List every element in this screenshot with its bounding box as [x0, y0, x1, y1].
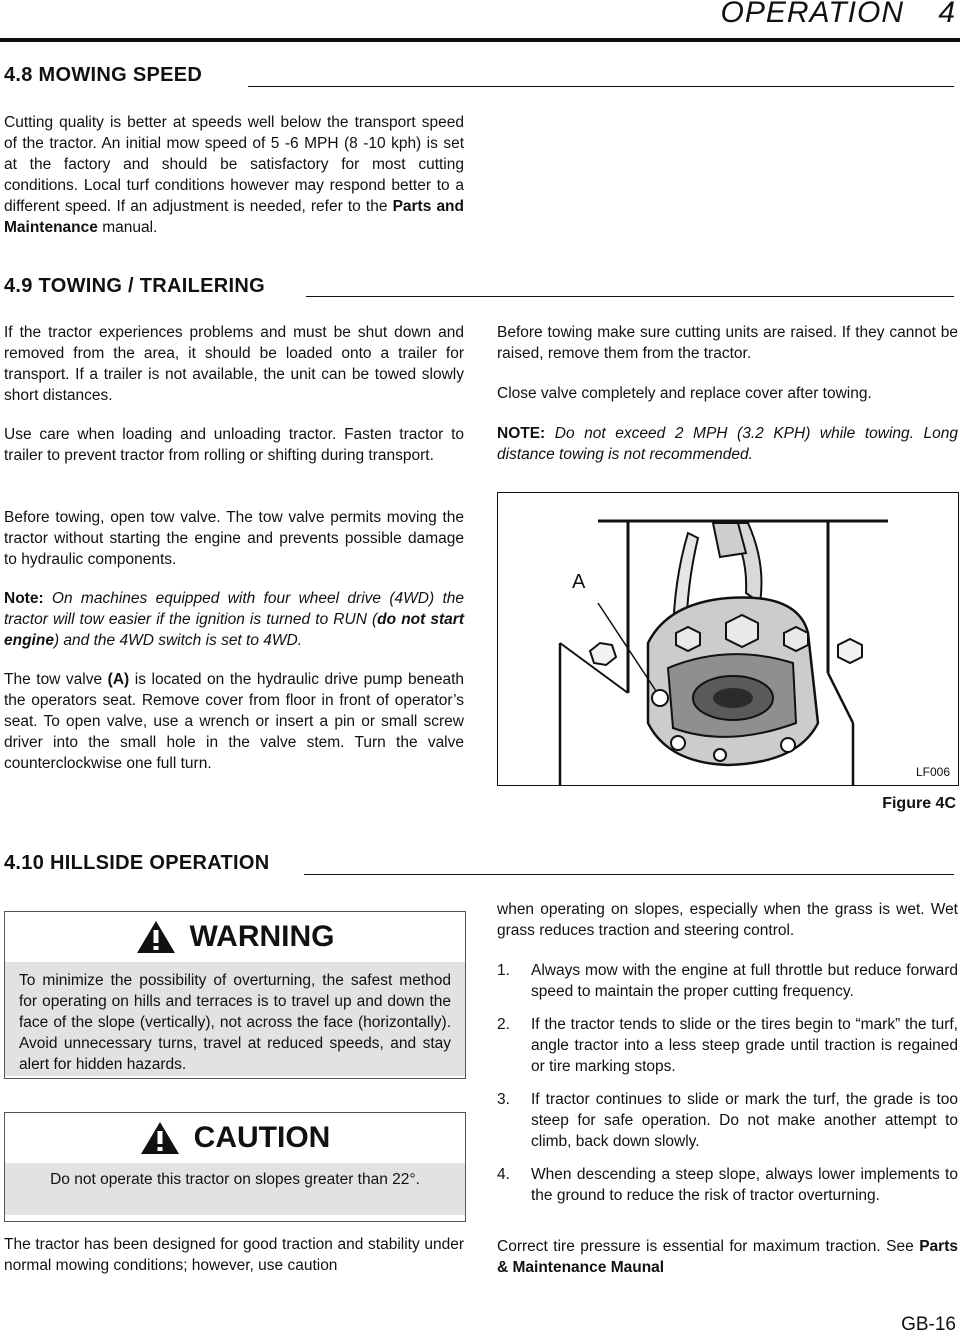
- parts-maintenance-manual-ref: Parts & Maintenance Maunal: [497, 1238, 958, 1276]
- list-item: 2. If the tractor tends to slide or the tires begin to “mark” the turf, angle tractor into a less steep grade until traction is regained or tire marking stops.: [497, 1016, 958, 1075]
- warning-title: WARNING: [189, 920, 335, 953]
- figure-label-a: A: [572, 571, 586, 593]
- towing-note: Note: On machines equipped with four wheel drive (4WD) the tractor will tow easier if the ignition is turned to RUN (do not start engine) and the 4WD switch is set to 4WD.: [4, 590, 464, 649]
- section-4-8-title: 4.8 MOWING SPEED: [4, 64, 203, 86]
- caution-text: Do not operate this tractor on slopes greater than 22°.: [5, 1163, 465, 1215]
- towing-paragraph-1: If the tractor experiences problems and must be shut down and removed from the area, it should be loaded onto a trailer for transport. If a trailer is not available, the unit can be towed slowly short distances.: [4, 324, 464, 404]
- tow-valve-illustration: [498, 493, 958, 785]
- parts-maintenance-ref: Parts and Maintenance: [4, 198, 464, 236]
- figure-caption: Figure 4C: [882, 795, 956, 812]
- hillside-left-paragraph: The tractor has been designed for good traction and stability under normal mowing conditions; however, use caution: [4, 1236, 464, 1274]
- section-4-9-title: 4.9 TOWING / TRAILERING: [4, 275, 265, 297]
- figure-4c: [497, 492, 959, 786]
- towing-right-paragraph-1: Before towing make sure cutting units are raised. If they cannot be raised, remove them from the tractor.: [497, 324, 958, 362]
- towing-paragraph-2: Use care when loading and unloading tractor. Fasten tractor to trailer to prevent tractor from rolling or shifting during transport.: [4, 426, 464, 464]
- towing-paragraph-5: The tow valve (A) is located on the hydraulic drive pump beneath the operators seat. Remove cover from floor in front of operator’s seat. To open valve, use a wrench or insert a pin or small screw driver into the small hole in the valve stem. Turn the valve counterclockwise one full turn.: [4, 671, 464, 772]
- list-item: 1. Always mow with the engine at full throttle but reduce forward speed to maintain the proper cutting frequency.: [497, 962, 958, 1000]
- hillside-right-end: Correct tire pressure is essential for maximum traction. See Parts & Maintenance Maunal: [497, 1238, 958, 1276]
- page-header-title: [721, 0, 904, 30]
- warning-header: [5, 912, 465, 962]
- towing-right-note: NOTE: Do not exceed 2 MPH (3.2 KPH) while towing. Long distance towing is not recommended.: [497, 425, 958, 463]
- warning-text: To minimize the possibility of overturning, the safest method for operating on hills and terraces is to travel up and down the face of the slope (vertically), not across the face (horizontally). Avoid unnecessary turns, travel at reduced speeds, and stay alert for hidden hazards.: [5, 962, 465, 1076]
- hillside-steps-list: [497, 960, 958, 1218]
- caution-box: [4, 1112, 466, 1222]
- page-number: GB-16: [901, 1314, 956, 1335]
- chapter-number: 4: [938, 0, 956, 29]
- section-4-10-title: 4.10 HILLSIDE OPERATION: [4, 852, 270, 874]
- towing-paragraph-3: Before towing, open tow valve. The tow valve permits moving the tractor without starting the engine and prevents possible damage to hydraulic components.: [4, 509, 464, 568]
- warning-box: [4, 911, 466, 1079]
- hillside-right-intro: when operating on slopes, especially when the grass is wet. Wet grass reduces traction and steering control.: [497, 901, 958, 939]
- caution-triangle-icon: [140, 1121, 180, 1155]
- towing-right-paragraph-2: Close valve completely and replace cover after towing.: [497, 385, 872, 402]
- header-rule: [0, 38, 960, 42]
- figure-code: LF006: [915, 765, 950, 779]
- section-4-10-rule: [304, 874, 954, 875]
- list-item: 4. When descending a steep slope, always lower implements to the ground to reduce the risk of tractor overturning.: [497, 1166, 958, 1204]
- caution-header: [5, 1113, 465, 1163]
- section-4-8-paragraph: Cutting quality is better at speeds well below the transport speed of the tractor. An initial mow speed of 5 -6 MPH (8 -10 kph) is set at the factory and should be satisfactory for most cutting conditions. Local turf conditions however may respond better to a different speed. If an adjustment is needed, refer to the Parts and Maintenance manual.: [4, 114, 464, 236]
- warning-triangle-icon: [136, 920, 176, 954]
- header-title-text: OPERATION: [720, 0, 904, 29]
- caution-title: CAUTION: [193, 1121, 331, 1154]
- list-item: 3. If tractor continues to slide or mark the turf, the grade is too steep for safe operation. Do not make another attempt to climb, back down slowly.: [497, 1091, 958, 1150]
- section-4-9-rule: [306, 296, 954, 297]
- section-4-8-rule: [248, 86, 954, 87]
